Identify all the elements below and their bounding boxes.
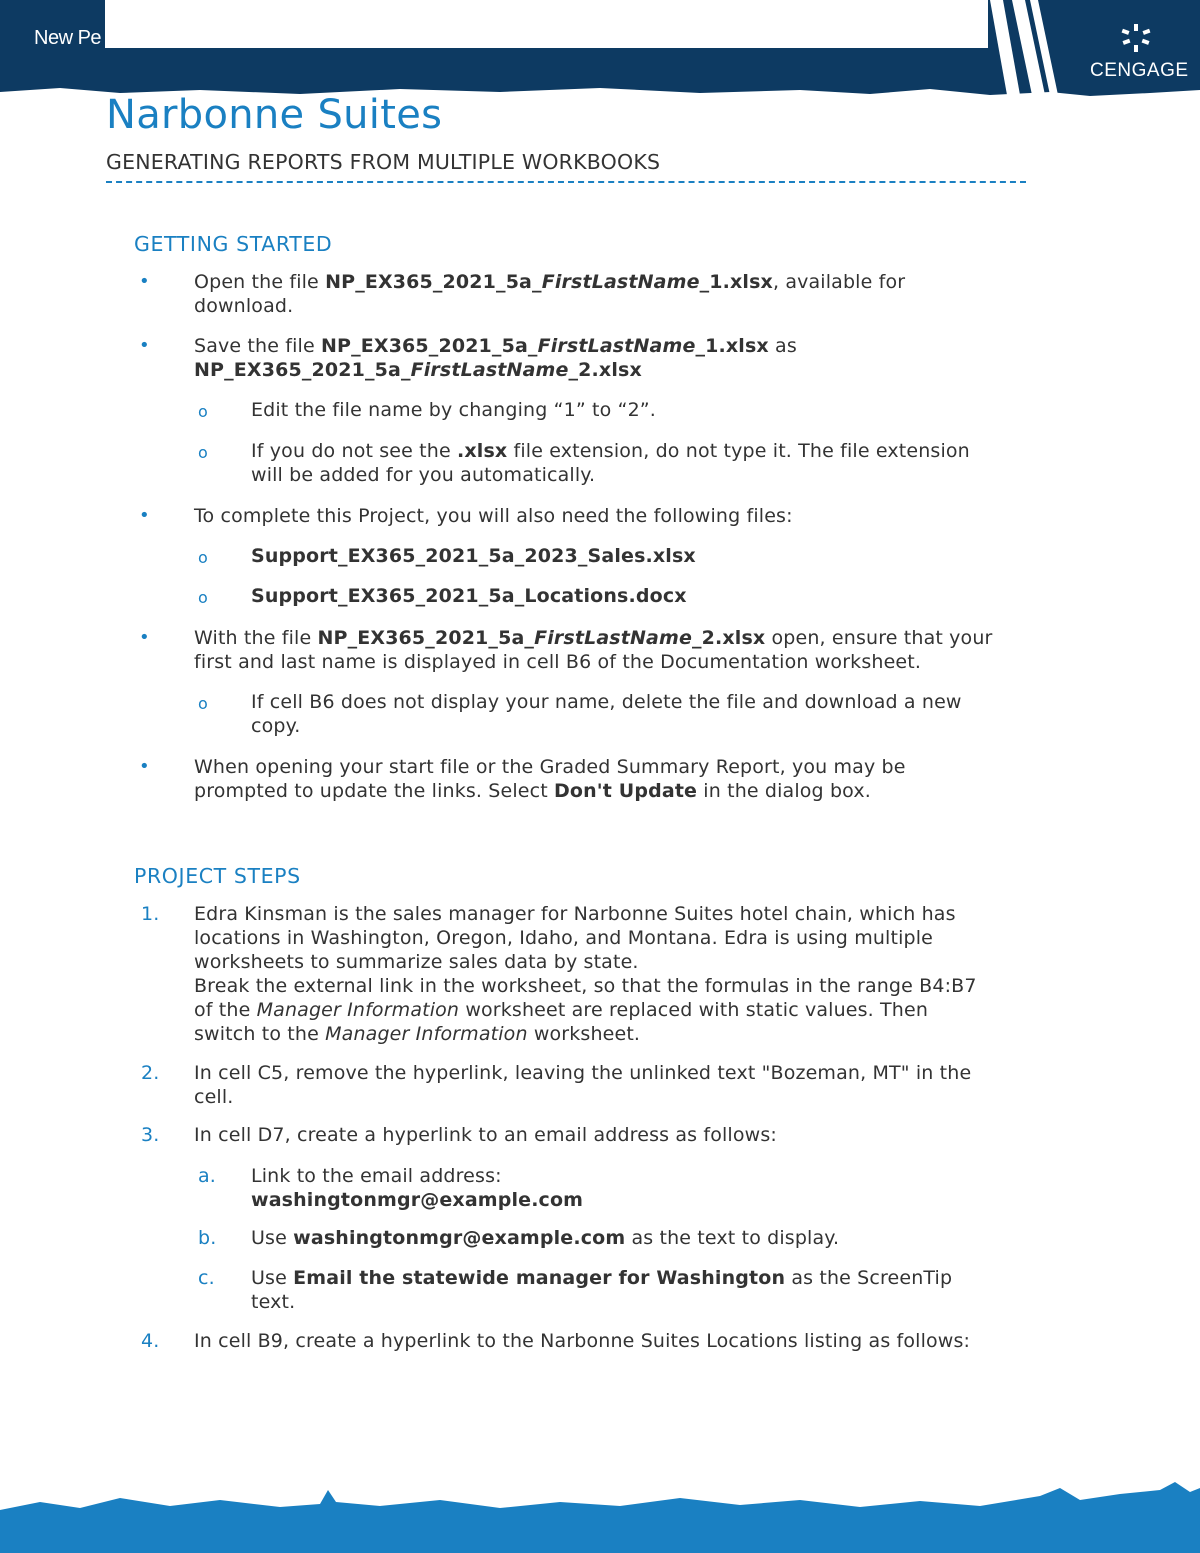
bullet-icon: • bbox=[139, 627, 150, 648]
step-number: 3. bbox=[141, 1124, 160, 1146]
list-item: a. Link to the email address: washingtonmgr@example.com bbox=[198, 1165, 584, 1211]
step-letter: c. bbox=[198, 1267, 215, 1289]
cengage-star-icon bbox=[1116, 22, 1156, 54]
header-banner bbox=[0, 0, 1200, 100]
list-item: • To complete this Project, you will also need the following files: bbox=[139, 505, 793, 527]
bullet-icon: • bbox=[139, 271, 150, 292]
cengage-logo bbox=[1090, 22, 1189, 84]
document-subtitle: GENERATING REPORTS FROM MULTIPLE WORKBOOKS bbox=[106, 150, 661, 174]
circle-bullet-icon: o bbox=[198, 402, 208, 421]
subtitle-divider bbox=[106, 181, 1026, 183]
list-item: 2. In cell C5, remove the hyperlink, leaving the unlinked text "Bozeman, MT" in the cell. bbox=[141, 1062, 972, 1108]
step-letter: b. bbox=[198, 1227, 217, 1249]
step-letter: a. bbox=[198, 1165, 216, 1187]
project-steps-heading: PROJECT STEPS bbox=[134, 864, 301, 888]
list-item: b. Use washingtonmgr@example.com as the text to display. bbox=[198, 1227, 840, 1249]
list-item: c. Use Email the statewide manager for Washington as the ScreenTip text. bbox=[198, 1267, 953, 1313]
list-item: • Open the file NP_EX365_2021_5a_FirstLastName_1.xlsx, available for download. bbox=[139, 271, 906, 317]
document-title: Narbonne Suites bbox=[106, 92, 443, 138]
step-number: 1. bbox=[141, 903, 160, 925]
list-item: • When opening your start file or the Graded Summary Report, you may be prompted to update the links. Select Don't Update in the dialog box. bbox=[139, 756, 906, 802]
list-item: o Support_EX365_2021_5a_Locations.docx bbox=[251, 584, 991, 608]
step-number: 4. bbox=[141, 1330, 160, 1352]
list-item: o Support_EX365_2021_5a_2023_Sales.xlsx bbox=[251, 544, 991, 568]
list-item: • With the file NP_EX365_2021_5a_FirstLastName_2.xlsx open, ensure that your first and last name is displayed in cell B6 of the Documentation worksheet. bbox=[139, 627, 993, 673]
bullet-icon: • bbox=[139, 505, 150, 526]
list-item: 4. In cell B9, create a hyperlink to the Narbonne Suites Locations listing as follows: bbox=[141, 1330, 971, 1352]
circle-bullet-icon: o bbox=[198, 694, 208, 713]
step-number: 2. bbox=[141, 1062, 160, 1084]
cengage-logo-text: CENGAGE bbox=[1090, 60, 1189, 81]
getting-started-heading: GETTING STARTED bbox=[134, 232, 333, 256]
bullet-icon: • bbox=[139, 335, 150, 356]
circle-bullet-icon: o bbox=[198, 588, 208, 607]
list-item: o Edit the file name by changing “1” to “2”. bbox=[251, 398, 991, 422]
list-item: 3. In cell D7, create a hyperlink to an email address as follows: bbox=[141, 1124, 777, 1146]
list-item: 1. Edra Kinsman is the sales manager for Narbonne Suites hotel chain, which has locations in Washington, Oregon, Idaho, and Montana. Edra is using multiple worksheets to summarize sales data by state. Break the external link in the worksheet, so that the formulas in the range B4:B7 of the Manager Information worksheet are replaced with static values. Then switch to the Manager Information worksheet. bbox=[141, 903, 977, 1045]
list-item: • Save the file NP_EX365_2021_5a_FirstLastName_1.xlsx as NP_EX365_2021_5a_FirstLastName_2.xlsx bbox=[139, 335, 797, 381]
footer-wave bbox=[0, 1480, 1200, 1553]
list-item: o If cell B6 does not display your name, delete the file and download a new copy. bbox=[198, 691, 962, 737]
list-item: o If you do not see the .xlsx file extension, do not type it. The file extension will be added for you automatically. bbox=[198, 440, 970, 486]
bullet-icon: • bbox=[139, 756, 150, 777]
circle-bullet-icon: o bbox=[198, 548, 208, 567]
circle-bullet-icon: o bbox=[198, 443, 208, 462]
header-label: New Pe bbox=[34, 27, 102, 49]
